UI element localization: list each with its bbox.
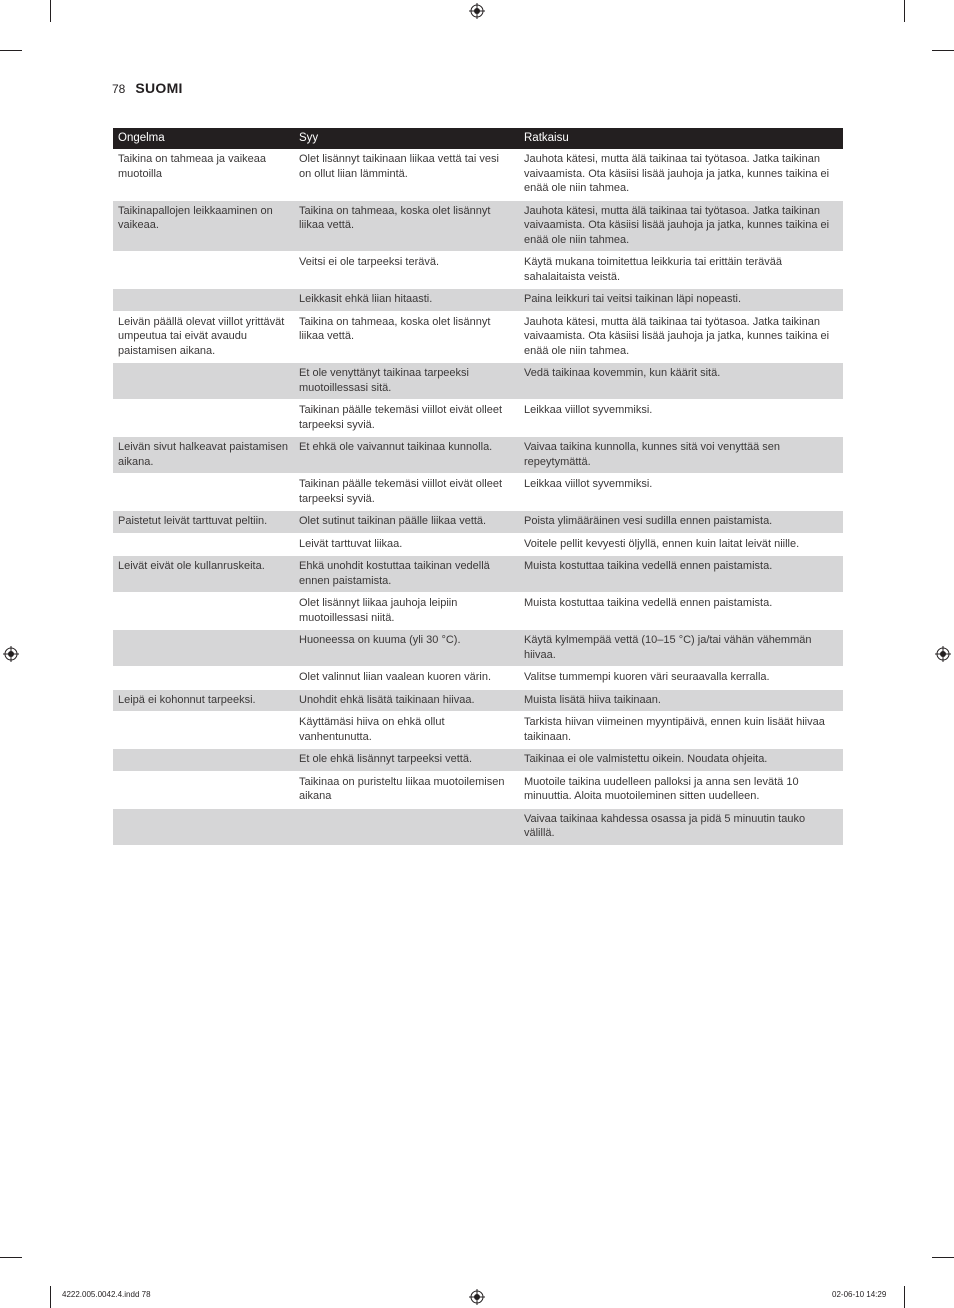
solution-cell: Muista lisätä hiiva taikinaan. bbox=[519, 689, 843, 712]
solution-cell: Käytä mukana toimitettua leikkuria tai erittäin terävää sahalaitaista veistä. bbox=[519, 252, 843, 289]
table-row bbox=[113, 400, 843, 437]
solution-cell: Jauhota kätesi, mutta älä taikinaa tai työtasoa. Jatka taikinan vaivaamista. Ota käsiisi lisää jauhoja ja jatka, kunnes taikina ei enää ole niin tahmea. bbox=[519, 311, 843, 363]
table-row bbox=[113, 630, 843, 667]
table-row bbox=[113, 593, 843, 630]
cause-cell: Olet valinnut liian vaalean kuoren värin. bbox=[294, 667, 519, 690]
crop-mark bbox=[0, 50, 22, 51]
problem-cell bbox=[113, 667, 294, 690]
problem-cell bbox=[113, 400, 294, 437]
problem-cell: Leipä ei kohonnut tarpeeksi. bbox=[113, 689, 294, 712]
solution-cell: Paina leikkuri tai veitsi taikinan läpi nopeasti. bbox=[519, 289, 843, 312]
solution-cell: Leikkaa viillot syvemmiksi. bbox=[519, 474, 843, 511]
footer-file-slug: 4222.005.0042.4.indd 78 bbox=[62, 1290, 151, 1299]
table-row bbox=[113, 437, 843, 474]
table-header-row bbox=[113, 128, 843, 149]
crop-mark bbox=[932, 1257, 954, 1258]
cause-cell: Taikina on tahmeaa, koska olet lisännyt liikaa vettä. bbox=[294, 200, 519, 252]
table-row bbox=[113, 556, 843, 593]
cause-cell: Leikkasit ehkä liian hitaasti. bbox=[294, 289, 519, 312]
solution-cell: Käytä kylmempää vettä (10–15 °C) ja/tai vähän vähemmän hiivaa. bbox=[519, 630, 843, 667]
column-header-solution: Ratkaisu bbox=[519, 128, 843, 149]
solution-cell: Vaivaa taikina kunnolla, kunnes sitä voi venyttää sen repeytymättä. bbox=[519, 437, 843, 474]
cause-cell: Et ehkä ole vaivannut taikinaa kunnolla. bbox=[294, 437, 519, 474]
problem-cell: Leivän päällä olevat viillot yrittävät umpeutua tai eivät avaudu paistamisen aikana. bbox=[113, 311, 294, 363]
table-row bbox=[113, 771, 843, 808]
solution-cell: Leikkaa viillot syvemmiksi. bbox=[519, 400, 843, 437]
crop-mark bbox=[50, 1286, 51, 1308]
cause-cell: Ehkä unohdit kostuttaa taikinan vedellä ennen paistamista. bbox=[294, 556, 519, 593]
cause-cell: Veitsi ei ole tarpeeksi terävä. bbox=[294, 252, 519, 289]
table-row bbox=[113, 474, 843, 511]
solution-cell: Muista kostuttaa taikina vedellä ennen paistamista. bbox=[519, 593, 843, 630]
solution-cell: Muista kostuttaa taikina vedellä ennen paistamista. bbox=[519, 556, 843, 593]
problem-cell bbox=[113, 630, 294, 667]
problem-cell: Paistetut leivät tarttuvat peltiin. bbox=[113, 511, 294, 534]
cause-cell: Olet sutinut taikinan päälle liikaa vettä. bbox=[294, 511, 519, 534]
page-header bbox=[112, 80, 183, 98]
solution-cell: Voitele pellit kevyesti öljyllä, ennen kuin laitat leivät niille. bbox=[519, 533, 843, 556]
table-row bbox=[113, 511, 843, 534]
table-row bbox=[113, 289, 843, 312]
problem-cell bbox=[113, 289, 294, 312]
table-row bbox=[113, 749, 843, 772]
table-row bbox=[113, 712, 843, 749]
crop-mark bbox=[904, 1286, 905, 1308]
problem-cell bbox=[113, 593, 294, 630]
registration-mark-icon bbox=[469, 1289, 485, 1305]
solution-cell: Taikinaa ei ole valmistettu oikein. Noudata ohjeita. bbox=[519, 749, 843, 772]
cause-cell: Olet lisännyt taikinaan liikaa vettä tai vesi on ollut liian lämmintä. bbox=[294, 149, 519, 200]
registration-mark-icon bbox=[469, 3, 485, 19]
problem-cell: Taikina on tahmeaa ja vaikeaa muotoilla bbox=[113, 149, 294, 200]
cause-cell bbox=[294, 808, 519, 845]
cause-cell: Taikinan päälle tekemäsi viillot eivät olleet tarpeeksi syviä. bbox=[294, 474, 519, 511]
solution-cell: Valitse tummempi kuoren väri seuraavalla kerralla. bbox=[519, 667, 843, 690]
solution-cell: Vaivaa taikinaa kahdessa osassa ja pidä 5 minuutin tauko välillä. bbox=[519, 808, 843, 845]
cause-cell: Et ole venyttänyt taikinaa tarpeeksi muotoillessasi sitä. bbox=[294, 363, 519, 400]
problem-cell bbox=[113, 749, 294, 772]
table-row bbox=[113, 149, 843, 200]
crop-mark bbox=[932, 50, 954, 51]
problem-cell: Leivät eivät ole kullanruskeita. bbox=[113, 556, 294, 593]
table-row bbox=[113, 689, 843, 712]
table-row bbox=[113, 363, 843, 400]
registration-mark-icon bbox=[935, 646, 951, 662]
problem-cell bbox=[113, 363, 294, 400]
problem-cell: Taikinapallojen leikkaaminen on vaikeaa. bbox=[113, 200, 294, 252]
registration-mark-icon bbox=[3, 646, 19, 662]
table-row bbox=[113, 667, 843, 690]
problem-cell bbox=[113, 252, 294, 289]
section-language-title: SUOMI bbox=[135, 80, 183, 96]
cause-cell: Käyttämäsi hiiva on ehkä ollut vanhentunutta. bbox=[294, 712, 519, 749]
cause-cell: Leivät tarttuvat liikaa. bbox=[294, 533, 519, 556]
cause-cell: Taikinaa on puristeltu liikaa muotoilemisen aikana bbox=[294, 771, 519, 808]
solution-cell: Tarkista hiivan viimeinen myyntipäivä, ennen kuin lisäät hiivaa taikinaan. bbox=[519, 712, 843, 749]
problem-cell bbox=[113, 771, 294, 808]
problem-cell bbox=[113, 474, 294, 511]
troubleshooting-table bbox=[113, 128, 843, 846]
solution-cell: Jauhota kätesi, mutta älä taikinaa tai työtasoa. Jatka taikinan vaivaamista. Ota käsiisi lisää jauhoja ja jatka, kunnes taikina ei enää ole niin tahmea. bbox=[519, 149, 843, 200]
cause-cell: Unohdit ehkä lisätä taikinaan hiivaa. bbox=[294, 689, 519, 712]
solution-cell: Vedä taikinaa kovemmin, kun käärit sitä. bbox=[519, 363, 843, 400]
cause-cell: Taikina on tahmeaa, koska olet lisännyt liikaa vettä. bbox=[294, 311, 519, 363]
problem-cell: Leivän sivut halkeavat paistamisen aikana. bbox=[113, 437, 294, 474]
table-row bbox=[113, 200, 843, 252]
column-header-problem: Ongelma bbox=[113, 128, 294, 149]
solution-cell: Poista ylimääräinen vesi sudilla ennen paistamista. bbox=[519, 511, 843, 534]
column-header-cause: Syy bbox=[294, 128, 519, 149]
cause-cell: Taikinan päälle tekemäsi viillot eivät olleet tarpeeksi syviä. bbox=[294, 400, 519, 437]
crop-mark bbox=[50, 0, 51, 22]
table-row bbox=[113, 252, 843, 289]
crop-mark bbox=[904, 0, 905, 22]
page-number: 78 bbox=[112, 82, 126, 96]
problem-cell bbox=[113, 808, 294, 845]
solution-cell: Jauhota kätesi, mutta älä taikinaa tai työtasoa. Jatka taikinan vaivaamista. Ota käsiisi lisää jauhoja ja jatka, kunnes taikina ei enää ole niin tahmea. bbox=[519, 200, 843, 252]
crop-mark bbox=[0, 1257, 22, 1258]
solution-cell: Muotoile taikina uudelleen palloksi ja anna sen levätä 10 minuuttia. Aloita muotoileminen sitten uudelleen. bbox=[519, 771, 843, 808]
footer-timestamp: 02-06-10 14:29 bbox=[832, 1290, 887, 1299]
cause-cell: Olet lisännyt liikaa jauhoja leipiin muotoillessasi niitä. bbox=[294, 593, 519, 630]
cause-cell: Huoneessa on kuuma (yli 30 °C). bbox=[294, 630, 519, 667]
table-body bbox=[113, 149, 843, 845]
problem-cell bbox=[113, 533, 294, 556]
table-row bbox=[113, 311, 843, 363]
table-row bbox=[113, 533, 843, 556]
table-row bbox=[113, 808, 843, 845]
problem-cell bbox=[113, 712, 294, 749]
cause-cell: Et ole ehkä lisännyt tarpeeksi vettä. bbox=[294, 749, 519, 772]
